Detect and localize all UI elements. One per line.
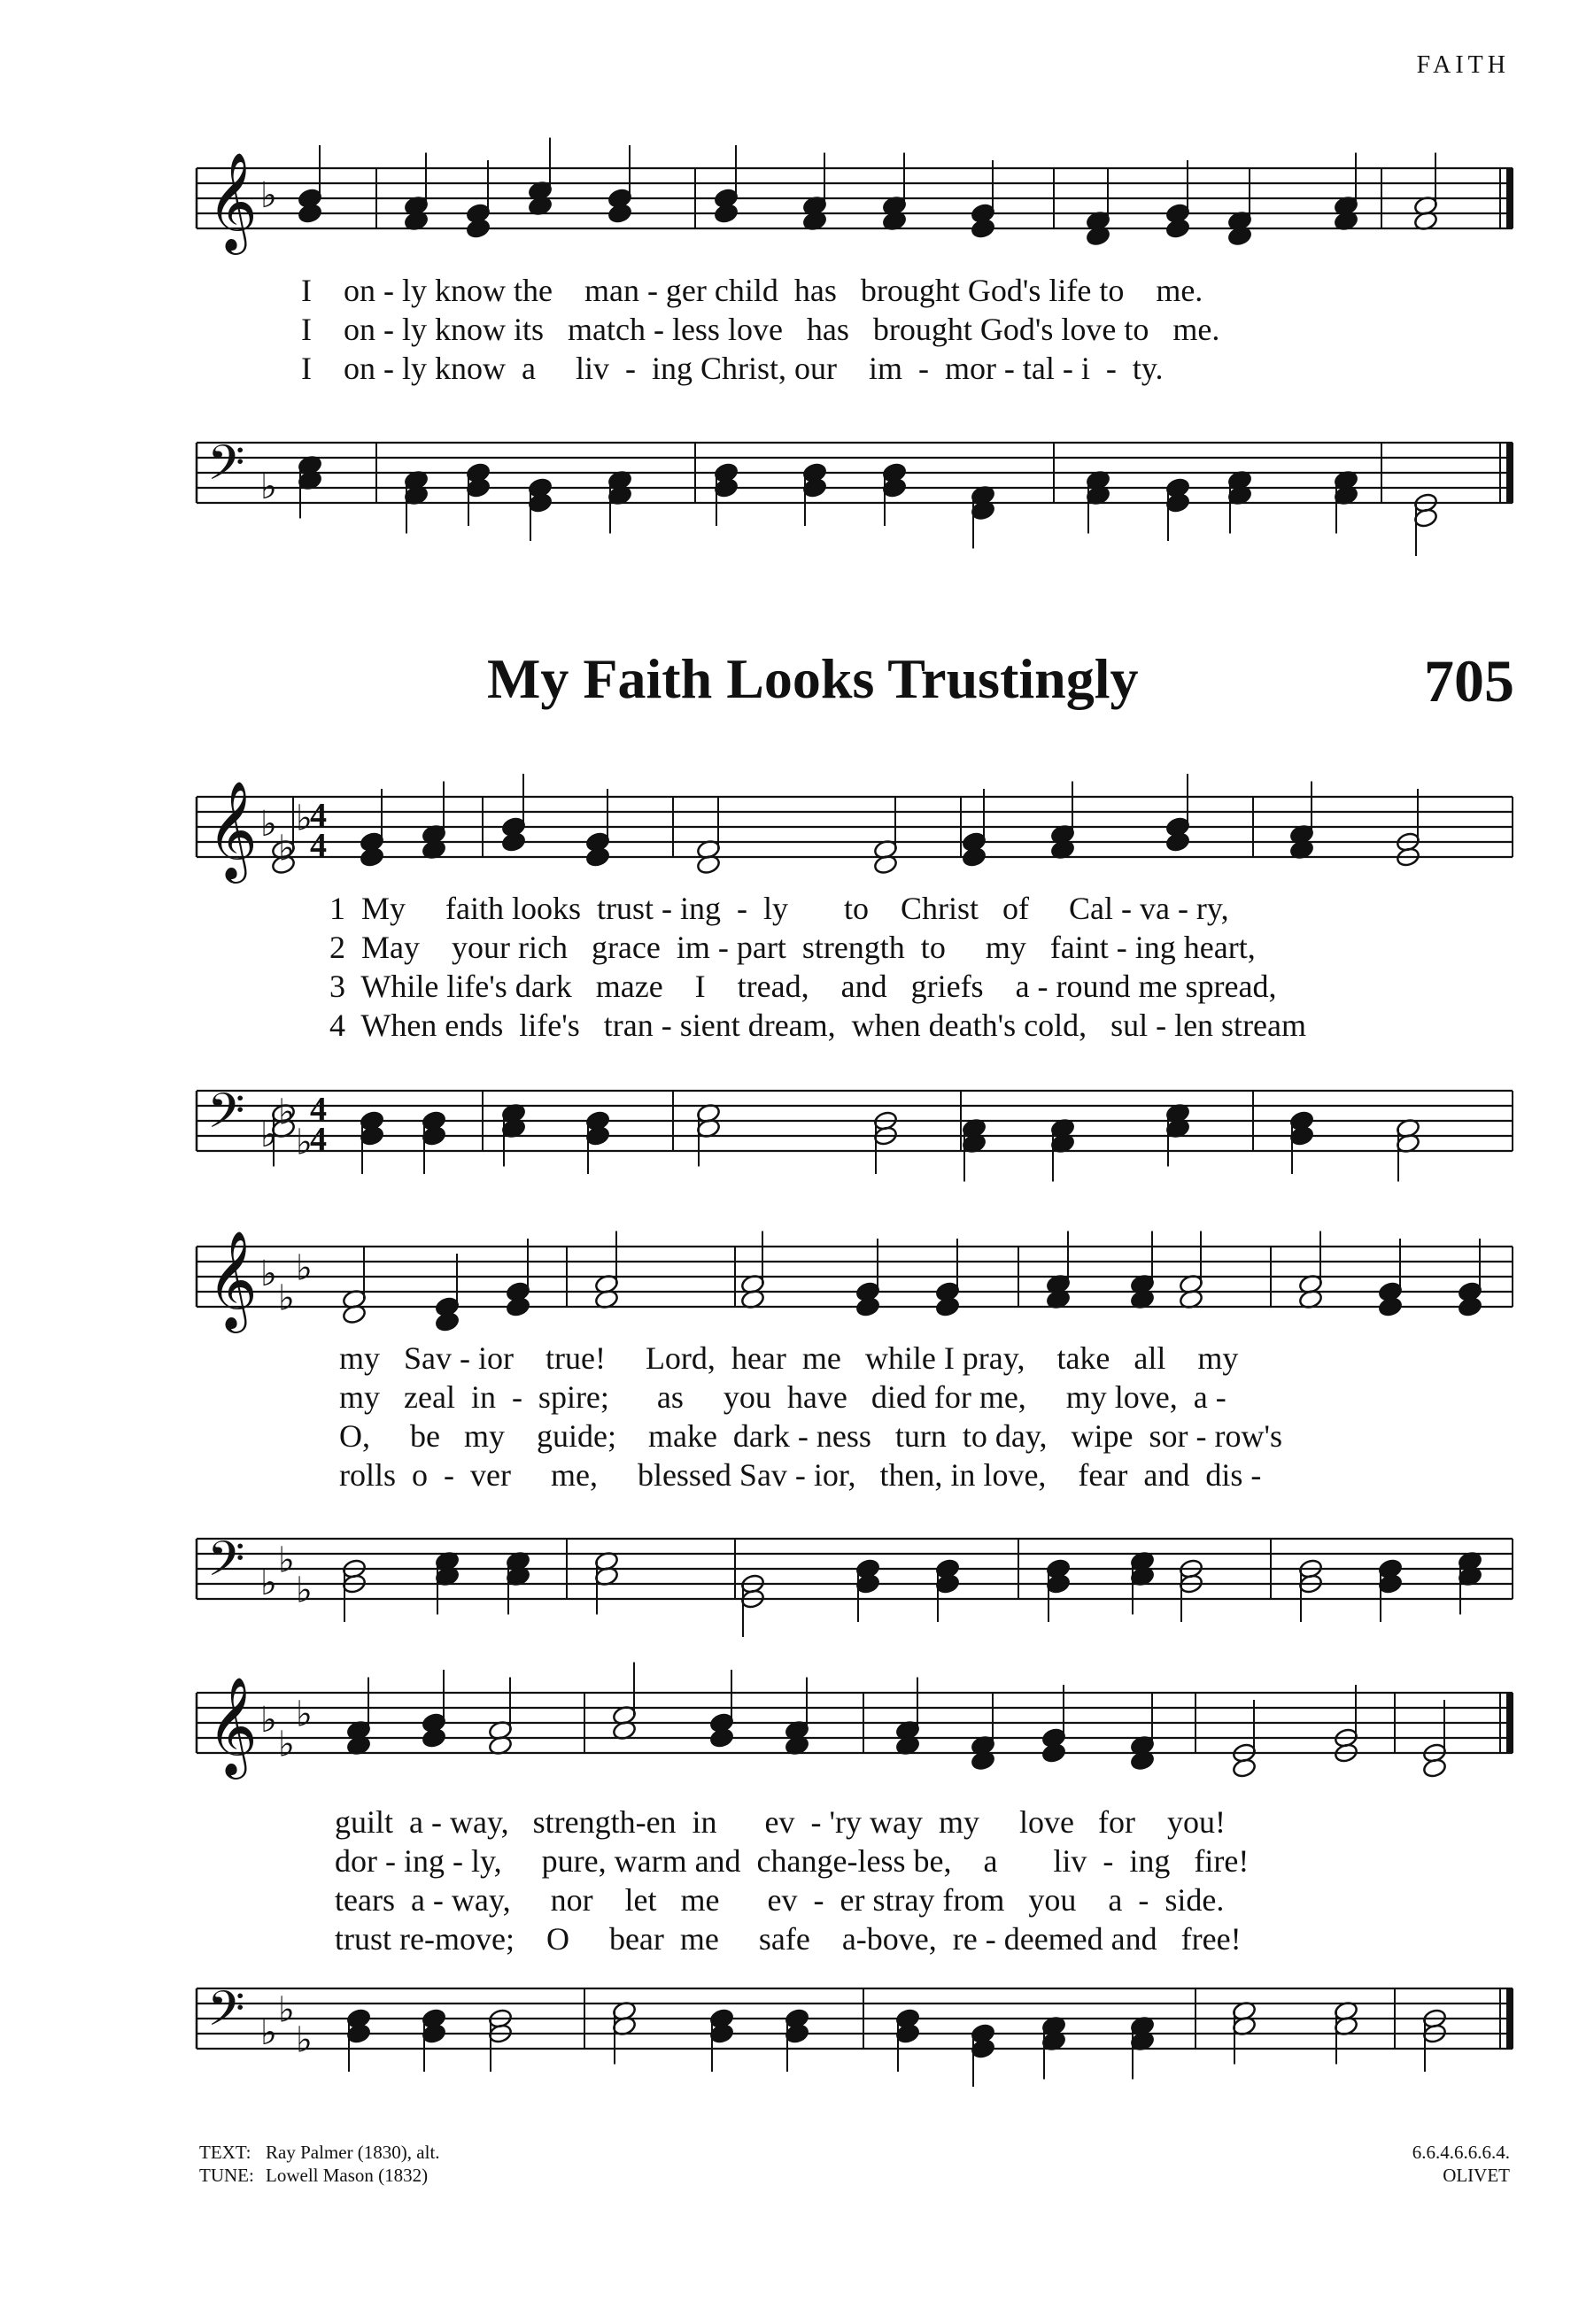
lyric-line: I on - ly know its match - less love has brought God's love to me. [301,312,1220,347]
flat-icon: ♭ [296,2019,313,2061]
final-bar-thick [1506,168,1513,228]
flat-icon: ♭ [260,467,277,507]
notehead [785,2023,809,2044]
bass-clef-icon: 𝄢 [207,1980,245,2049]
notehead [422,2023,446,2044]
notehead [1046,1573,1071,1594]
notehead [855,1296,880,1317]
notehead [855,1573,880,1594]
flat-icon: ♭ [296,1570,313,1611]
lyric-line: trust re-move; O bear me safe a-bove, re - deemed and free! [335,1921,1242,1957]
treble-clef-icon: 𝄞 [207,780,258,879]
notehead [971,2038,995,2059]
notehead [506,1296,530,1317]
notehead [935,1296,960,1317]
hymn-number: 705 [1424,647,1514,714]
lyric-line: dor - ing - ly, pure, warm and change-less be, a liv - ing fire! [335,1843,1250,1879]
section-header: FAITH [1416,51,1510,79]
flat-icon: ♭ [278,1989,295,2031]
lyric-line: my Sav - ior true! Lord, hear me while I pray, take all my [339,1340,1239,1376]
treble-clef-icon: 𝄞 [207,151,258,251]
notehead [1165,218,1190,239]
notehead [1413,507,1438,529]
flat-icon: ♭ [278,828,295,869]
treble-clef-icon: 𝄞 [207,1230,258,1329]
lyrics-system-3 [335,1803,1249,1958]
notehead [1289,1125,1314,1147]
text-credit: Ray Palmer (1830), alt. [266,2142,440,2163]
notehead [435,1311,460,1332]
lyric-line: I on - ly know a liv - ing Christ, our im - mor - tal - i - ty. [301,351,1164,386]
treble-clef-icon: 𝄞 [207,1676,258,1775]
notehead [466,218,491,239]
notehead [971,218,995,239]
bass-clef-icon: 𝄢 [207,1531,245,1599]
treble-staff-system-3 [0,1676,1594,1790]
bass-clef-icon: 𝄢 [207,435,245,503]
lyric-line: 4 When ends life's tran - sient dream, when death's cold, sul - len stream [329,1008,1307,1043]
flat-icon: ♭ [260,1563,277,1603]
notehead [962,846,987,868]
text-credit-key: TEXT: [199,2142,251,2163]
tune-name: OLIVET [1443,2165,1510,2186]
lyric-line: rolls o - ver me, blessed Sav - ior, then, in love, fear and dis - [339,1457,1262,1493]
notehead [1378,1573,1403,1594]
bass-staff-system-1 [0,1082,1594,1188]
flat-icon: ♭ [278,1278,295,1319]
flat-icon: ♭ [260,2012,277,2053]
notehead [528,492,553,513]
bass-staff-system-2 [0,1530,1594,1636]
notehead [607,203,632,224]
notehead [1422,1757,1447,1779]
flat-icon: ♭ [296,1694,313,1735]
flat-icon: ♭ [278,1092,295,1133]
notehead [709,2023,734,2044]
time-signature-top: 4 [310,797,327,834]
treble-staff-system-2 [0,1230,1594,1344]
notehead [360,1125,384,1147]
flat-icon: ♭ [260,804,277,845]
time-signature-top: 4 [310,1091,327,1128]
notehead [1232,1757,1257,1779]
treble-staff-system-1 [0,780,1594,894]
notehead [1165,831,1190,853]
time-signature-bottom: 4 [310,1121,327,1158]
flat-icon: ♭ [260,1700,277,1741]
final-bar-thick [1506,1693,1513,1753]
lyric-line: guilt a - way, strength-en in ev - 'ry way my love for you! [335,1804,1226,1840]
notehead [714,203,739,224]
flat-icon: ♭ [296,1247,313,1289]
lyric-line: 3 While life's dark maze I tread, and griefs a - round me spread, [329,969,1277,1004]
tune-info [1412,2141,1510,2187]
flat-icon: ♭ [296,1122,313,1163]
bass-staff-system-3 [0,1980,1594,2086]
notehead [360,846,384,868]
lyric-line: O, be my guide; make dark - ness turn to day, wipe sor - row's [339,1418,1282,1454]
lyrics-system-1 [329,889,1306,1045]
treble-staff-system-0 [0,151,1594,266]
credits [199,2141,440,2187]
notehead [1458,1296,1482,1317]
meter: 6.6.4.6.6.6.4. [1412,2142,1510,2163]
flat-icon: ♭ [278,1724,295,1765]
flat-icon: ♭ [260,175,277,216]
final-bar-thick [1506,443,1513,503]
notehead [1378,1296,1403,1317]
bass-clef-icon: 𝄢 [207,1083,245,1151]
notehead [714,477,739,498]
notehead [346,2023,371,2044]
notehead [422,1727,446,1749]
lyrics-system-0 [301,271,1219,388]
notehead [1165,492,1190,513]
flat-icon: ♭ [296,798,313,839]
tune-credit: Lowell Mason (1832) [266,2165,429,2186]
lyric-line: I on - ly know the man - ger child has brought God's life to me. [301,273,1203,308]
notehead [935,1573,960,1594]
notehead [882,477,907,498]
notehead [802,477,827,498]
flat-icon: ♭ [260,1115,277,1155]
notehead [895,2023,920,2044]
hymn-title: My Faith Looks Trustingly [487,647,1139,710]
tune-credit-key: TUNE: [199,2165,254,2186]
notehead [422,1125,446,1147]
notehead [501,831,526,853]
notehead [585,846,610,868]
notehead [585,1125,610,1147]
time-signature-bottom: 4 [310,827,327,864]
final-bar-thick [1506,1988,1513,2049]
flat-icon: ♭ [278,1540,295,1581]
flat-icon: ♭ [260,1254,277,1294]
lyric-line: my zeal in - spire; as you have died for me, my love, a - [339,1379,1226,1415]
notehead [298,203,322,224]
lyrics-system-2 [339,1339,1282,1494]
notehead [709,1727,734,1749]
lyric-line: 2 May your rich grace im - part strength to my faint - ing heart, [329,930,1256,965]
bass-staff-system-0 [0,434,1594,540]
lyric-line: tears a - way, nor let me ev - er stray from you a - side. [335,1882,1225,1918]
notehead [466,477,491,498]
notehead [1041,1742,1066,1764]
lyric-line: 1 My faith looks trust - ing - ly to Christ of Cal - va - ry, [329,891,1229,926]
